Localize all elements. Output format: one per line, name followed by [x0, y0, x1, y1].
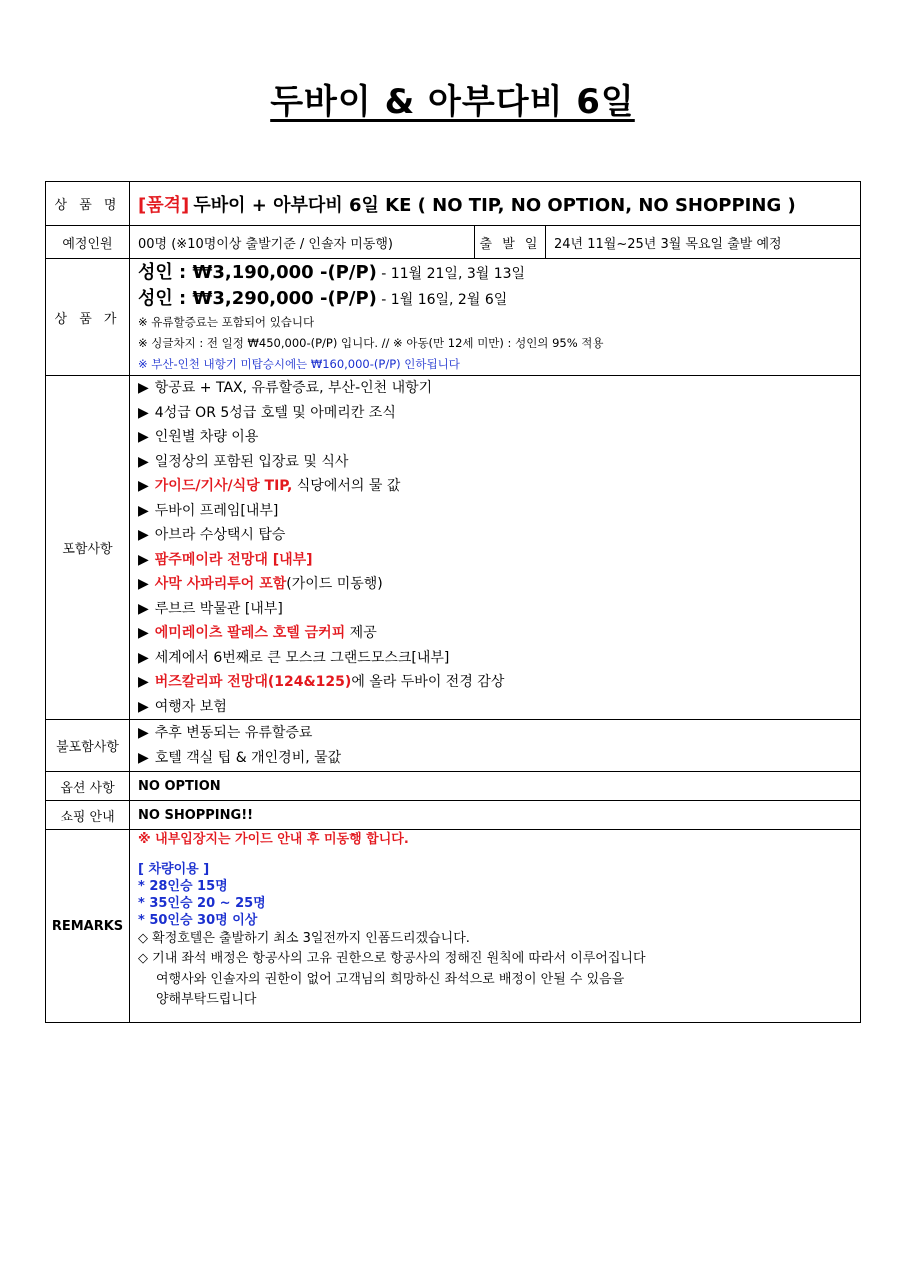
price-note-fuel: ※ 유류할증료는 포함되어 있습니다 [138, 314, 315, 329]
price-1-dates: - 11월 21일, 3월 13일 [376, 265, 526, 282]
departure-cell [546, 226, 861, 259]
includes-item-highlight: 사막 사파리투어 포함 [154, 576, 287, 592]
includes-item [138, 376, 860, 401]
bullet-icon: ▶ [138, 576, 149, 592]
bullet-icon: ▶ [138, 625, 149, 641]
vehicle-28: * 28인승 15명 [138, 878, 228, 894]
option-cell [130, 772, 861, 801]
price-label: 상 품 가 [46, 259, 130, 376]
excludes-list [130, 721, 860, 770]
excludes-item [138, 746, 860, 771]
price-row [46, 259, 861, 376]
includes-item-text: 항공료 + TAX, 유류할증료, 부산-인천 내항기 [154, 380, 433, 396]
remarks-cell [130, 830, 861, 1023]
bullet-icon: ▶ [138, 429, 149, 445]
excludes-item [138, 721, 860, 746]
price-line-1 [138, 260, 860, 286]
page-title: 두바이 & 아부다비 6일 [270, 82, 635, 122]
option-row [46, 772, 861, 801]
vehicle-title: [ 차량이용 ] [138, 861, 210, 877]
includes-list [130, 376, 860, 719]
note-hotel: ◇ 확정호텔은 출발하기 최소 3일전까지 인폼드리겠습니다. [138, 930, 470, 946]
includes-item-highlight: 버즈칼리파 전망대(124&125) [154, 674, 352, 690]
product-row [46, 182, 861, 226]
price-cell [130, 259, 861, 376]
bullet-icon: ▶ [138, 527, 149, 543]
includes-item [138, 621, 860, 646]
people-cell [130, 226, 475, 259]
note-seat-3: 양해부탁드립니다 [156, 992, 257, 1007]
remarks-row [46, 830, 861, 1023]
includes-item [138, 670, 860, 695]
bullet-icon: ▶ [138, 698, 149, 715]
remarks-label: REMARKS [46, 830, 130, 1023]
excludes-item-text: 호텔 객실 팁 & 개인경비, 물값 [154, 749, 342, 766]
schedule-row [46, 226, 861, 259]
people-label: 예정인원 [46, 226, 130, 259]
note-seat-1: ◇ 기내 좌석 배정은 항공사의 고유 권한으로 항공사의 정해진 원칙에 따라서 이루어집니다 [138, 951, 646, 966]
remarks-warning: ※ 내부입장지는 가이드 안내 후 미동행 합니다. [138, 832, 409, 847]
includes-item-highlight: 에미레이츠 팔레스 호텔 금커피 [154, 625, 346, 641]
bullet-icon: ▶ [138, 380, 149, 396]
product-label: 상 품 명 [46, 182, 130, 226]
includes-item [138, 474, 860, 499]
product-cell [130, 182, 861, 226]
departure-value: 24년 11월~25년 3월 목요일 출발 예정 [554, 236, 782, 252]
option-label: 옵션 사항 [46, 772, 130, 801]
departure-label: 출 발 일 [475, 226, 546, 259]
includes-item-text: 식당에서의 물 값 [292, 478, 401, 494]
bullet-icon: ▶ [138, 453, 149, 470]
option-value: NO OPTION [138, 778, 221, 794]
shopping-label: 쇼핑 안내 [46, 801, 130, 830]
excludes-item-text: 추후 변동되는 유류할증료 [154, 725, 313, 741]
shopping-row [46, 801, 861, 830]
includes-item-text: 제공 [345, 625, 377, 641]
includes-item-highlight: 가이드/기사/식당 TIP, [154, 478, 293, 494]
price-note-single: ※ 싱글차지 : 전 일정 ₩450,000-(P/P) 입니다. // ※ 아동(만 12세 미만) : 성인의 95% 적용 [138, 335, 604, 350]
includes-item-text: 일정상의 포함된 입장료 및 식사 [154, 453, 349, 470]
bullet-icon: ▶ [138, 404, 149, 421]
price-2-amount: 성인 : ₩3,290,000 -(P/P) [138, 287, 377, 309]
price-line-2 [138, 286, 860, 312]
includes-item-text: 아브라 수상택시 탑승 [154, 527, 286, 543]
includes-item-text: 에 올라 두바이 전경 감상 [351, 674, 505, 690]
bullet-icon: ▶ [138, 749, 149, 766]
bullet-icon: ▶ [138, 674, 149, 690]
product-name: 두바이 + 아부다비 6일 KE ( NO TIP, NO OPTION, NO SHOPPING ) [193, 194, 796, 216]
includes-item [138, 572, 860, 597]
page-title-wrap [0, 74, 905, 123]
includes-item [138, 425, 860, 450]
includes-item [138, 450, 860, 475]
includes-item-text: 세계에서 6번째로 큰 모스크 그랜드모스크[내부] [154, 649, 450, 666]
includes-item-text: 인원별 차량 이용 [154, 429, 259, 445]
note-seat-2: 여행사와 인솔자의 권한이 없어 고객님의 희망하신 좌석으로 배정이 안될 수 있음을 [156, 971, 625, 987]
includes-item-text: 두바이 프레임[내부] [154, 502, 279, 519]
bullet-icon: ▶ [138, 725, 149, 741]
bullet-icon: ▶ [138, 502, 149, 519]
includes-item [138, 695, 860, 720]
includes-cell [130, 376, 861, 720]
includes-item [138, 597, 860, 622]
vehicle-35: * 35인승 20 ~ 25명 [138, 895, 266, 911]
includes-row [46, 376, 861, 720]
includes-item [138, 646, 860, 671]
excludes-row [46, 720, 861, 772]
shopping-value: NO SHOPPING!! [138, 807, 254, 823]
itinerary-table [45, 181, 861, 1023]
vehicle-50: * 50인승 30명 이상 [138, 912, 258, 928]
includes-item [138, 401, 860, 426]
includes-item-text: 여행자 보험 [154, 698, 227, 715]
bullet-icon: ▶ [138, 649, 149, 666]
includes-item [138, 499, 860, 524]
includes-item-text: 루브르 박물관 [내부] [154, 600, 283, 617]
includes-item-highlight: 팜주메이라 전망대 [내부] [154, 551, 313, 568]
includes-item [138, 548, 860, 573]
price-1-amount: 성인 : ₩3,190,000 -(P/P) [138, 261, 377, 283]
bullet-icon: ▶ [138, 478, 149, 494]
price-2-dates: - 1월 16일, 2월 6일 [376, 291, 508, 308]
includes-item [138, 523, 860, 548]
product-tag: [품격] [138, 194, 190, 216]
includes-label: 포함사항 [46, 376, 130, 720]
excludes-cell [130, 720, 861, 772]
bullet-icon: ▶ [138, 551, 149, 568]
excludes-label: 불포함사항 [46, 720, 130, 772]
bullet-icon: ▶ [138, 600, 149, 617]
shopping-cell [130, 801, 861, 830]
includes-item-text: 4성급 OR 5성급 호텔 및 아메리칸 조식 [154, 404, 396, 421]
includes-item-text: (가이드 미동행) [286, 576, 383, 592]
people-value: 00명 (※10명이상 출발기준 / 인솔자 미동행) [138, 236, 393, 252]
price-note-domestic: ※ 부산-인천 내항기 미탑승시에는 ₩160,000-(P/P) 인하됩니다 [138, 356, 460, 371]
